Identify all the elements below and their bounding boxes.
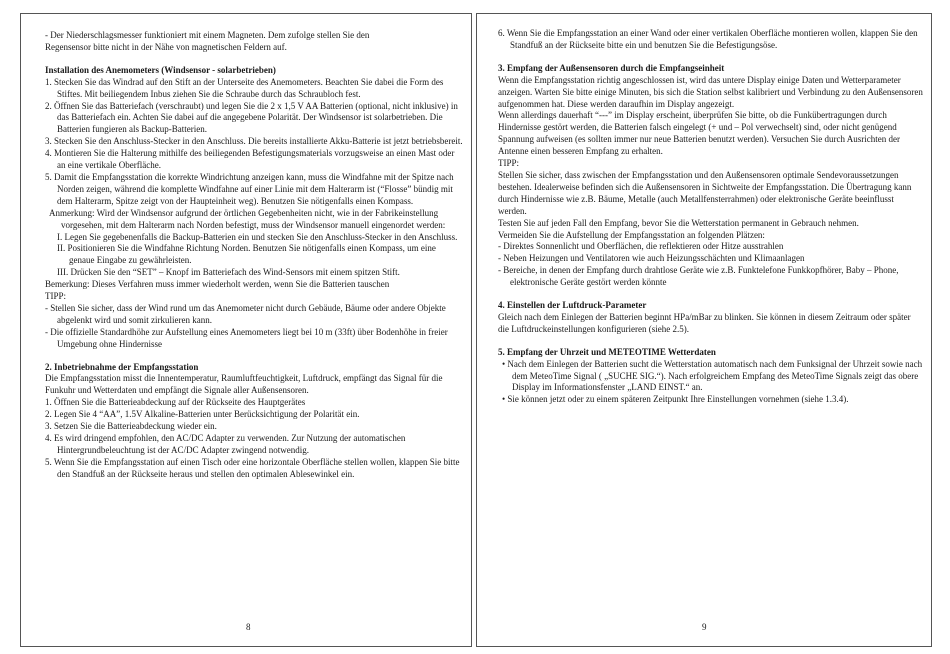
section-3-paragraph-1: Wenn die Empfangsstation richtig angeschlossen ist, wird das untere Display einige Daten und Wetterparameter anzeigen. Warten Sie bitte einige Minuten, bis sich die Station selbst kalibriert und Verbindung zu den Außensensoren aufgenommen hat. Diese werden daraufhin im Display angezeigt. [498, 74, 923, 109]
section-2-step-4: 4. Es wird dringend empfohlen, den AC/DC Adapter zu verwenden. Zur Nutzung der automatischen Hintergrundbeleuchtung ist der AC/DC Adapter zwingend notwendig. [45, 433, 406, 455]
tipp-item-2: - Die offizielle Standardhöhe zur Aufstellung eines Anemometers liegt bei 10 m (33ft) über Bodenhöhe in freier Umgebung ohne Hindernisse [45, 326, 448, 349]
avoid-item-1: - Direktes Sonnenlicht und Oberflächen, die reflektieren oder Hitze ausstrahlen [498, 241, 784, 252]
section-3-heading: 3. Empfang der Außensensoren durch die Empfangseinheit [498, 62, 725, 73]
section-5-heading: 5. Empfang der Uhrzeit und METEOTIME Wetterdaten [498, 346, 716, 357]
bemerkung-remark: Bemerkung: Dieses Verfahren muss immer wiederholt werden, wenn Sie die Batterien tauschen [45, 279, 390, 290]
avoid-item-2: - Neben Heizungen und Ventilatoren wie auch Heizungsschächten und Klimaanlagen [498, 253, 805, 264]
tipp-text-right: Stellen Sie sicher, dass zwischen der Empfangsstation und den Außensensoren optimale Sendevoraussetzungen bestehen. Idealerweise befinden sich die Außensensoren in Sichtweite der Empfangsstation. Die Übertragung kann durch Hindernisse wie z.B. Bäume, Metalle (auch Metallfensterrahmen) oder elektronische Geräte beeinflusst werden. [498, 169, 912, 216]
section-2-step-2: 2. Legen Sie 4 “AA”, 1.5V Alkaline-Batterien unter Berücksichtigung der Polarität ein. [45, 409, 360, 420]
intro-line-2: Regensensor bitte nicht in der Nähe von magnetischen Feldern auf. [45, 41, 287, 52]
anemometer-step-3: 3. Stecken Sie den Anschluss-Stecker in den Anschluss. Die bereits installierte Akku-Batterie ist jetzt betriebsbereit. [45, 136, 463, 147]
left-page [20, 13, 472, 647]
section-5-item-1: • Nach dem Einlegen der Batterien sucht die Wetterstation automatisch nach dem Funksignal der Uhrzeit sowie nach dem MeteoTime Signal ( „SUCHE SIG.“). Nach erfolgreichem Empfang des MeteoTime Signals zeigt das obere Display im Informationsfenster „LAND EINST.“ an. [502, 358, 923, 393]
section-2-intro: Die Empfangsstation misst die Innentemperatur, Raumluftfeuchtigkeit, Luftdruck, empfängt das Signal für die Funkuhr und Wetterdaten und empfängt die Signale aller Außensensoren. [45, 373, 443, 396]
anemometer-step-2: 2. Öffnen Sie das Batteriefach (verschraubt) und legen Sie die 2 x 1,5 V AA Batterien (optional, nicht inklusive) in das Batteriefach ein. Achten Sie dabei auf die angegebene Polarität. Der Windsensor ist solarbetrieben. Die Batterien fungieren als Backup-Batterien. [45, 100, 458, 135]
right-page-content [498, 28, 923, 406]
anemometer-step-5: 5. Damit die Empfangsstation die korrekte Windrichtung anzeigen kann, muss die Windfahne mit der Spitze nach Norden zeigen, während die komplette Windfahne auf einer Linie mit dem Halterarm ist (“Flosse” bündig mit dem Halterarm, Spitze zeigt von der Haupteinheit weg). Benutzen Sie nötigenfalls einen Kompass. [45, 171, 454, 206]
roman-step-3: III. Drücken Sie den “SET” – Knopf im Batteriefach des Wind-Sensors mit einem spitzen Stift. [57, 267, 400, 278]
section-2-step-5: 5. Wenn Sie die Empfangsstation auf einen Tisch oder eine horizontale Oberfläche stellen wollen, klappen Sie bitte den Standfuß an der Rückseite heraus und stellen den optimalen Ablesewinkel ein. [45, 456, 460, 479]
anmerkung-note: Anmerkung: Wird der Windsensor aufgrund der örtlichen Gegebenheiten nicht, wie in der Fabrikeinstellung vorgesehen, mit dem Halterarm nach Norden befestigt, muss der Windsensor manuell eingenordet werden: [49, 207, 446, 230]
section-2-step-6: 6. Wenn Sie die Empfangsstation an einer Wand oder einer vertikalen Oberfläche montieren wollen, klappen Sie den Standfuß an der Rückseite bitte ein und benutzen Sie die Befestigungsöse. [498, 28, 918, 50]
anemometer-step-1: 1. Stecken Sie das Windrad auf den Stift an der Unterseite des Anemometers. Beachten Sie dabei die Form des Stiftes. Mit beiliegendem Inbus ziehen Sie die Schraube durch das Schraubloch fest. [45, 76, 444, 99]
roman-step-1: I. Legen Sie gegebenenfalls die Backup-Batterien ein und stecken Sie den Anschluss-Stecker in den Anschluss. [57, 231, 458, 242]
left-page-content [45, 30, 463, 481]
tipp-label-right: TIPP: [498, 158, 520, 169]
section-4-heading: 4. Einstellen der Luftdruck-Parameter [498, 300, 647, 311]
section-5-item-2: • Sie können jetzt oder zu einem späteren Zeitpunkt Ihre Einstellungen vornehmen (siehe 1.3.4). [502, 394, 849, 405]
anemometer-step-4: 4. Montieren Sie die Halterung mithilfe des beiliegenden Befestigungsmaterials vorzugsweise an einen Mast oder an eine vertikale Oberfläche. [45, 148, 455, 171]
anemometer-heading: Installation des Anemometers (Windsensor - solarbetrieben) [45, 64, 276, 75]
section-4-text: Gleich nach dem Einlegen der Batterien beginnt HPa/mBar zu blinken. Sie können in diesem Zeitraum oder später die Luftdruckeinstellungen konfigurieren (siehe 2.5). [498, 311, 911, 334]
right-page [476, 13, 932, 647]
avoid-item-3: - Bereiche, in denen der Empfang durch drahtlose Geräte wie z.B. Funktelefone Funkkopfhörer, Baby – Phone, elektronische Geräte gestört werden könnte [498, 265, 899, 288]
roman-step-2: II. Positionieren Sie die Windfahne Richtung Norden. Benutzen Sie nötigenfalls einen Kompass, um eine genaue Eingabe zu gewährleisten. [57, 243, 436, 266]
avoid-text: Vermeiden Sie die Aufstellung der Empfangsstation an folgenden Plätzen: [498, 229, 765, 240]
tipp-label: TIPP: [45, 291, 67, 302]
test-text: Testen Sie auf jeden Fall den Empfang, bevor Sie die Wetterstation permanent in Gebrauch nehmen. [498, 217, 859, 228]
section-3-paragraph-2: Wenn allerdings dauerhaft “---” im Display erscheint, überprüfen Sie bitte, ob die Funkübertragungen durch Hindernisse gestört werden, die Batterien falsch eingelegt (+ und – Pol verwechselt) sind, oder nicht genügend Spannung aufweisen (es sollten immer nur neue Batterien benutzt werden). Versuchen Sie durch Ausrichten der Antenne einen besseren Empfang zu erhalten. [498, 110, 900, 157]
tipp-item-1: - Stellen Sie sicher, dass der Wind rund um das Anemometer nicht durch Gebäude, Bäume oder andere Objekte abgelenkt wird und somit zirkulieren kann. [45, 302, 446, 325]
intro-line-1: - Der Niederschlagsmesser funktioniert mit einem Magneten. Dem zufolge stellen Sie den [45, 30, 370, 40]
section-2-heading: 2. Inbetriebnahme der Empfangsstation [45, 361, 199, 372]
page-number-left: 8 [246, 622, 251, 632]
page-number-right: 9 [702, 622, 707, 632]
section-2-step-3: 3. Setzen Sie die Batterieabdeckung wieder ein. [45, 421, 217, 432]
section-2-step-1: 1. Öffnen Sie die Batterieabdeckung auf der Rückseite des Hauptgerätes [45, 397, 306, 408]
